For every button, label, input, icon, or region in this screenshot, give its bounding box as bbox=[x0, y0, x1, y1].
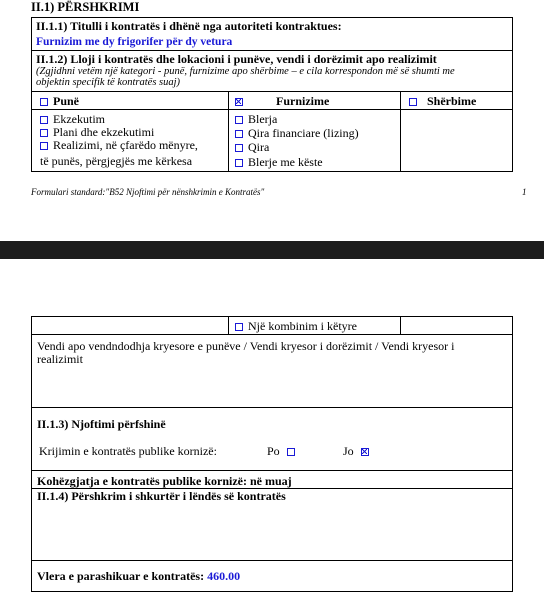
section-title: II.1) PËRSHKRIMI bbox=[31, 0, 140, 14]
option-label: Qira bbox=[248, 140, 270, 154]
option-realizimi[interactable] bbox=[40, 139, 198, 152]
option-label: Realizimi, në çfarëdo mënyre, bbox=[53, 138, 198, 152]
section-ii-1-4-box bbox=[31, 488, 513, 561]
option-kombinim[interactable] bbox=[235, 320, 357, 333]
category-furnizime-cell bbox=[228, 91, 401, 110]
category-pune-cell bbox=[31, 91, 229, 110]
duration-label: Kohëzgjatja e kontratës publike kornizë: në muaj bbox=[37, 474, 292, 488]
duration-box bbox=[31, 470, 513, 489]
category-sherbime[interactable] bbox=[409, 95, 476, 108]
contract-value-label: Vlera e parashikuar e kontratës: bbox=[37, 569, 205, 583]
option-label: Plani dhe ekzekutimi bbox=[53, 125, 155, 139]
furnizime-options-cell bbox=[228, 109, 401, 172]
section-ii-1-2-heading: II.1.2) Lloji i kontratës dhe lokacioni i punëve, vendi i dorëzimit apo realizimit bbox=[36, 52, 437, 66]
option-label: Ekzekutim bbox=[53, 112, 105, 126]
section-ii-1-1-heading: II.1.1) Titulli i kontratës i dhënë nga autoriteti kontraktues: bbox=[36, 19, 342, 33]
section-ii-1-2-note-line2: objektin specifik të kontratës suaj) bbox=[36, 77, 181, 88]
form-footer: Formulari standard:"B52 Njoftimi për nënshkrimin e Kontratës" bbox=[31, 187, 265, 197]
option-label: Një kombinim i këtyre bbox=[248, 319, 357, 333]
category-pune[interactable] bbox=[40, 95, 79, 108]
section-ii-1-4-heading: II.1.4) Përshkrim i shkurtër i lëndës së kontratës bbox=[37, 489, 286, 503]
checkbox-furnizime-checked-icon[interactable] bbox=[235, 98, 243, 106]
page-number: 1 bbox=[522, 187, 527, 197]
location-box bbox=[31, 334, 513, 408]
po-label: Po bbox=[267, 444, 280, 458]
checkbox-po-icon[interactable] bbox=[287, 448, 295, 456]
checkbox-icon[interactable] bbox=[235, 144, 243, 152]
sherbime-options-cell bbox=[400, 109, 513, 172]
contract-value-amount: 460.00 bbox=[207, 569, 241, 583]
combination-right-cell bbox=[400, 316, 513, 335]
option-label: Blerje me këste bbox=[248, 155, 323, 169]
checkbox-icon[interactable] bbox=[40, 142, 48, 150]
document-page-2 bbox=[0, 259, 544, 600]
combination-cell bbox=[228, 316, 401, 335]
option-blerje-me-keste[interactable] bbox=[235, 156, 323, 169]
jo-label: Jo bbox=[343, 444, 354, 458]
option-blerja[interactable] bbox=[235, 113, 277, 126]
location-text-line1: Vendi apo vendndodhja kryesore e punëve / Vendi kryesor i dorëzimit / Vendi kryesor i bbox=[37, 339, 455, 353]
location-text-line2: realizimit bbox=[37, 352, 83, 366]
page-separator bbox=[0, 241, 544, 259]
option-qira-financiare[interactable] bbox=[235, 127, 359, 140]
checkbox-icon[interactable] bbox=[40, 129, 48, 137]
checkbox-icon[interactable] bbox=[235, 130, 243, 138]
checkbox-icon[interactable] bbox=[235, 159, 243, 167]
checkbox-icon[interactable] bbox=[40, 116, 48, 124]
option-label: Blerja bbox=[248, 112, 278, 126]
section-ii-1-3-heading: II.1.3) Njoftimi përfshinë bbox=[37, 417, 166, 431]
combination-left-cell bbox=[31, 316, 229, 335]
category-sherbime-label: Shërbime bbox=[427, 94, 477, 108]
checkbox-jo-checked-icon[interactable] bbox=[361, 448, 369, 456]
category-furnizime-label: Furnizime bbox=[276, 94, 330, 108]
category-furnizime[interactable] bbox=[235, 95, 329, 108]
section-ii-1-2-note-line1: (Zgjidhni vetëm një kategori - punë, furnizime apo shërbime – e cila korrespondon më së shumti me bbox=[36, 66, 455, 77]
option-qira[interactable] bbox=[235, 141, 269, 154]
framework-po[interactable] bbox=[267, 445, 300, 458]
contract-value bbox=[37, 570, 240, 583]
section-ii-1-3-box bbox=[31, 407, 513, 471]
contract-title-value: Furnizim me dy frigorifer për dy vetura bbox=[36, 36, 233, 48]
option-label: Qira financiare (lizing) bbox=[248, 126, 359, 140]
checkbox-sherbime-icon[interactable] bbox=[409, 98, 417, 106]
category-sherbime-cell bbox=[400, 91, 513, 110]
section-ii-1-1-box bbox=[31, 17, 513, 51]
checkbox-icon[interactable] bbox=[235, 116, 243, 124]
section-ii-1-2-box bbox=[31, 50, 513, 92]
pune-options-cell bbox=[31, 109, 229, 172]
category-pune-label: Punë bbox=[53, 94, 80, 108]
framework-jo[interactable] bbox=[343, 445, 374, 458]
document-page-1 bbox=[0, 0, 544, 232]
framework-contract-label: Krijimin e kontratës publike kornizë: bbox=[39, 444, 217, 458]
option-realizimi-cont: të punës, përgjegjës me kërkesa bbox=[40, 154, 193, 168]
value-box bbox=[31, 560, 513, 592]
checkbox-pune-icon[interactable] bbox=[40, 98, 48, 106]
checkbox-icon[interactable] bbox=[235, 323, 243, 331]
